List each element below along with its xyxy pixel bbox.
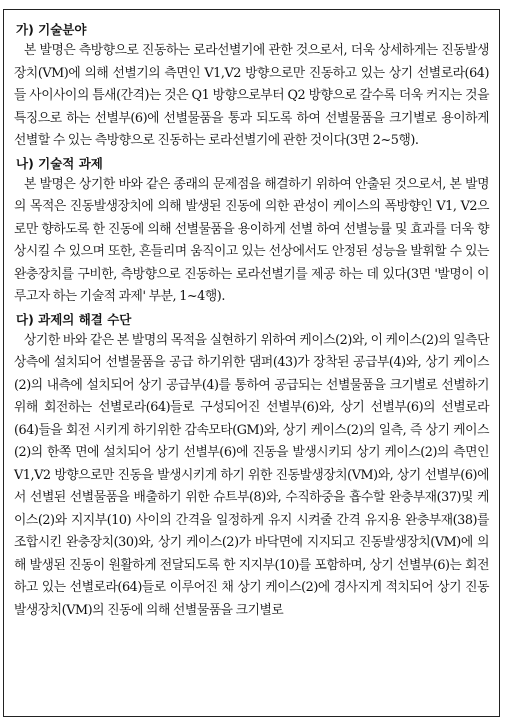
section-text-solution: 상기한 바와 같은 본 발명의 목적을 실현하기 위하여 케이스(2)와, 이 케이스(2)의 일측단 상측에 설치되어 선별물품을 공급 하기위한 댐퍼(43)가 장착된 공급부(4)와, 상기 케이스(2)의 내측에 설치되어 상기 공급부(4)를 통하여 공급되는 선별물품을 크기별로 선별하기 위해 회전하는 선별로라(64)들로 구성되어진 선별부(6)와, 상기 선별부(6)의 선별로라(64)들을 회전 시키게 하기위한 감속모타(GM)와, 상기 케이스(2)의 일측, 즉 상기 케이스(2)의 한쪽 면에 설치되어 상기 선별부(6)에 진동을 발생시키되 상기 케이스(2)의 측면인 V1,V2 방향으로만 진동을 발생시키게 하기 위한 진동발생장치(VM)와, 상기 선별부(6)에서 선별된 선별물품을 배출하기 위한 슈트부(8)와, 수직하중을 흡수할 완충부재(37)및 케이스(2)와 지지부(10) 사이의 간격을 일정하게 유지 시켜줄 간격 유지용 완충부재(38)를 조합시킨 완충장치(30)와, 상기 케이스(2)가 바닥면에 지지되고 진동발생장치(VM)에 의해 발생된 진동이 원활하게 전달되도록 한 지지부(10)를 포함하며, 상기 선별부(6)는 회전 하고 있는 선별로라(64)들로 이루어진 채 상기 케이스(2)에 경사지게 적치되어 상기 진동발생장치(VM)의 진동에 의해 선별물품을 크기별로 xyxy=(14,332,489,618)
document-frame xyxy=(3,9,500,717)
section-text-technical-problem: 본 발명은 상기한 바와 같은 종래의 문제점을 해결하기 위하여 안출된 것으로서, 본 발명의 목적은 진동발생장치에 의해 발생된 진동에 의한 관성이 케이스의 폭방향인 V1, V2으로만 향하도록 한 진동에 의해 선별물품을 용이하게 선별 하여 선별능률 및 효과를 더욱 향상시킬 수 있으며 또한, 흔들리며 움직이고 있는 선상에서도 안정된 성능을 발휘할 수 있는 완충장치를 구비한, 측방향으로 진동하는 로라선별기를 제공 하는 데 있다(3면 '발명이 이루고자 하는 기술적 과제' 부분, 1~4행). xyxy=(14,176,489,304)
section-text-technical-field: 본 발명은 측방향으로 진동하는 로라선별기에 관한 것으로서, 더욱 상세하게는 진동발생장치(VM)에 의해 선별기의 측면인 V1,V2 방향으로만 진동하고 있는 상기 선별로라(64)들 사이사이의 틈새(간격)는 것은 Q1 방향으로부터 Q2 방향으로 갈수록 더욱 커지는 것을 특징으로 하는 선별부(6)에 선별물품을 통과 되도록 하여 선별물품을 크기별로 용이하게 선별할 수 있는 측방향으로 진동하는 로라선별기에 관한 것이다(3면 2~5행). xyxy=(14,43,489,148)
section-heading-technical-field: 가) 기술분야 xyxy=(16,22,87,37)
section-heading-technical-problem: 나) 기술적 과제 xyxy=(16,155,103,171)
section-heading-solution: 다) 과제의 해결 수단 xyxy=(16,311,132,327)
